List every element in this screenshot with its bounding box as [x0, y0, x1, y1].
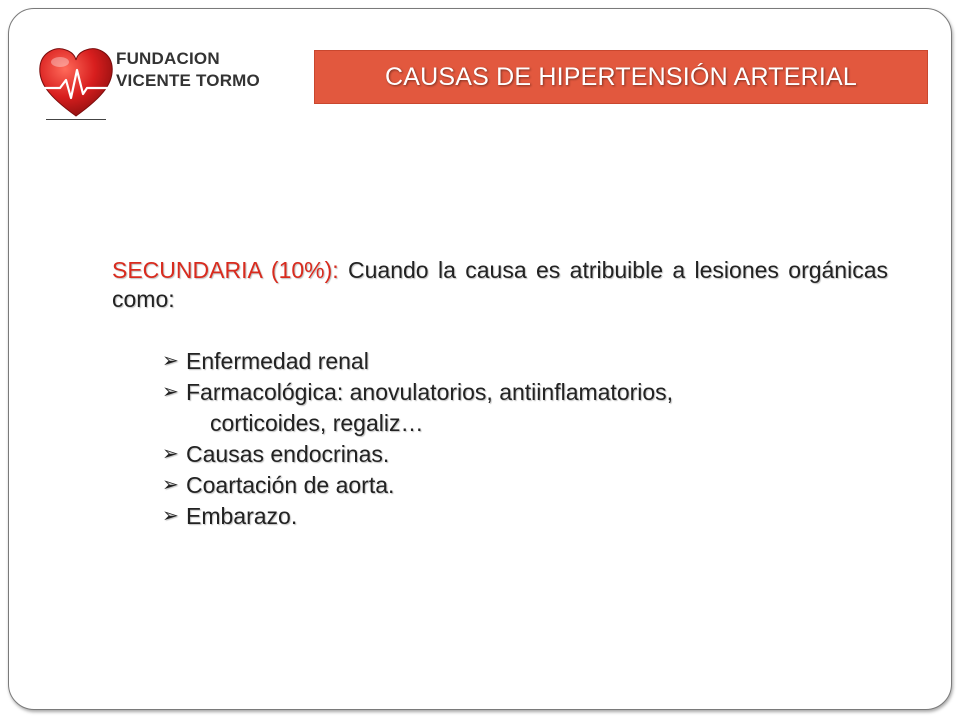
arrow-right-icon: ➢: [162, 350, 179, 372]
logo-line-2: VICENTE TORMO: [116, 71, 260, 90]
slide-title: CAUSAS DE HIPERTENSIÓN ARTERIAL: [384, 62, 858, 91]
heart-icon: [36, 44, 116, 120]
list-item: [162, 346, 888, 377]
title-banner: [314, 50, 928, 104]
list-item: [162, 470, 888, 501]
logo-text: [116, 48, 260, 92]
foundation-logo: [36, 44, 276, 124]
list-item-text: Farmacológica: anovulatorios, antiinflamatorios,: [186, 379, 674, 405]
list-item-text: Causas endocrinas.: [186, 441, 390, 467]
intro-paragraph: [112, 256, 888, 314]
arrow-right-icon: ➢: [162, 443, 179, 465]
secondary-label: SECUNDARIA (10%):: [112, 257, 339, 283]
list-item-continuation: corticoides, regaliz…: [210, 410, 424, 436]
intro-text: Cuando la causa es atribuible a lesiones orgánicas como:: [112, 257, 888, 312]
list-item-text: Enfermedad renal: [186, 348, 369, 374]
list-item-text: Coartación de aorta.: [186, 472, 395, 498]
arrow-right-icon: ➢: [162, 474, 179, 496]
logo-line-1: FUNDACION: [116, 49, 220, 68]
causes-list: [162, 346, 888, 532]
list-item: [162, 377, 888, 439]
arrow-right-icon: ➢: [162, 381, 179, 403]
slide-content: [112, 256, 888, 532]
list-item-text: Embarazo.: [186, 503, 298, 529]
list-item: [162, 439, 888, 470]
arrow-right-icon: ➢: [162, 505, 179, 527]
list-item: [162, 501, 888, 532]
